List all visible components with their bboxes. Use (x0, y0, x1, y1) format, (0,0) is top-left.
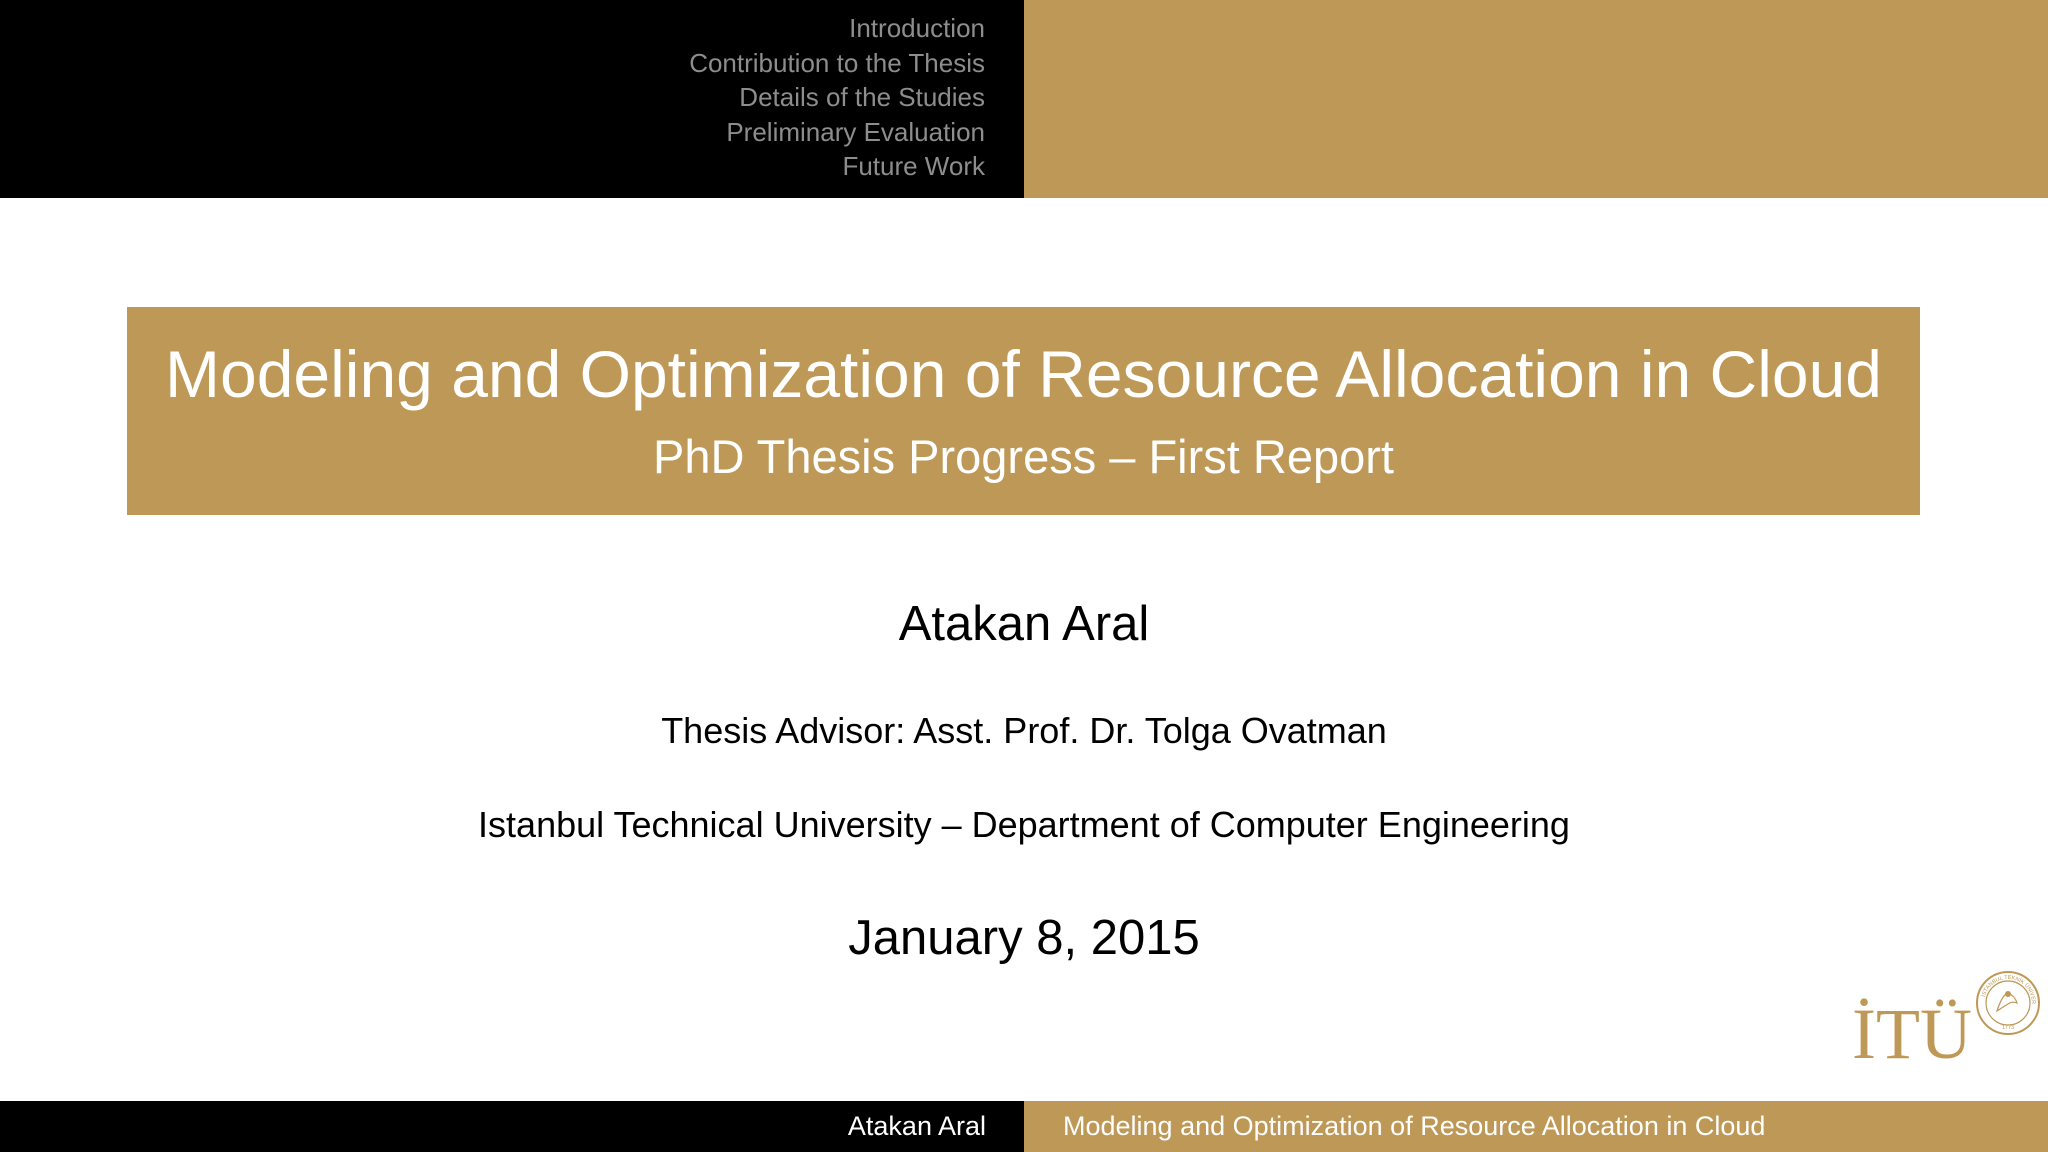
footer-bar (0, 1101, 2048, 1152)
seal-inner-ring (1986, 981, 2030, 1025)
nav-item-contribution[interactable]: Contribution to the Thesis (689, 47, 985, 78)
seal-text-path: İSTANBUL TEKNİK ÜNİVER (1980, 974, 2037, 1005)
itu-logo (1850, 950, 2040, 1062)
footer-author: Atakan Aral (0, 1101, 1024, 1152)
institution: Istanbul Technical University – Department of Computer Engineering (478, 804, 1570, 845)
thesis-advisor: Thesis Advisor: Asst. Prof. Dr. Tolga Ovatman (661, 710, 1387, 751)
nav-item-future-work[interactable]: Future Work (842, 151, 985, 181)
seal-year: 1773 (2001, 1025, 2015, 1031)
presentation-date: January 8, 2015 (848, 911, 1200, 965)
nav-item-preliminary-evaluation[interactable]: Preliminary Evaluation (726, 116, 985, 147)
footer-title: Modeling and Optimization of Resource Allocation in Cloud (1024, 1101, 2048, 1152)
title-band (127, 307, 1920, 515)
seal-dot-icon (2005, 991, 2011, 997)
slide-subtitle: PhD Thesis Progress – First Report (653, 430, 1394, 483)
header-bar (0, 0, 2048, 198)
itu-logo-icon (1850, 950, 2040, 1062)
logo-wordmark: İTÜ (1852, 994, 1972, 1062)
section-navigation (689, 11, 985, 184)
header-nav-panel (0, 0, 1024, 198)
slide-title: Modeling and Optimization of Resource Allocation in Cloud (165, 337, 1882, 411)
author-name: Atakan Aral (898, 597, 1150, 651)
nav-item-introduction[interactable]: Introduction (849, 13, 985, 43)
nav-item-details[interactable]: Details of the Studies (739, 82, 985, 112)
header-accent-panel (1024, 0, 2048, 198)
